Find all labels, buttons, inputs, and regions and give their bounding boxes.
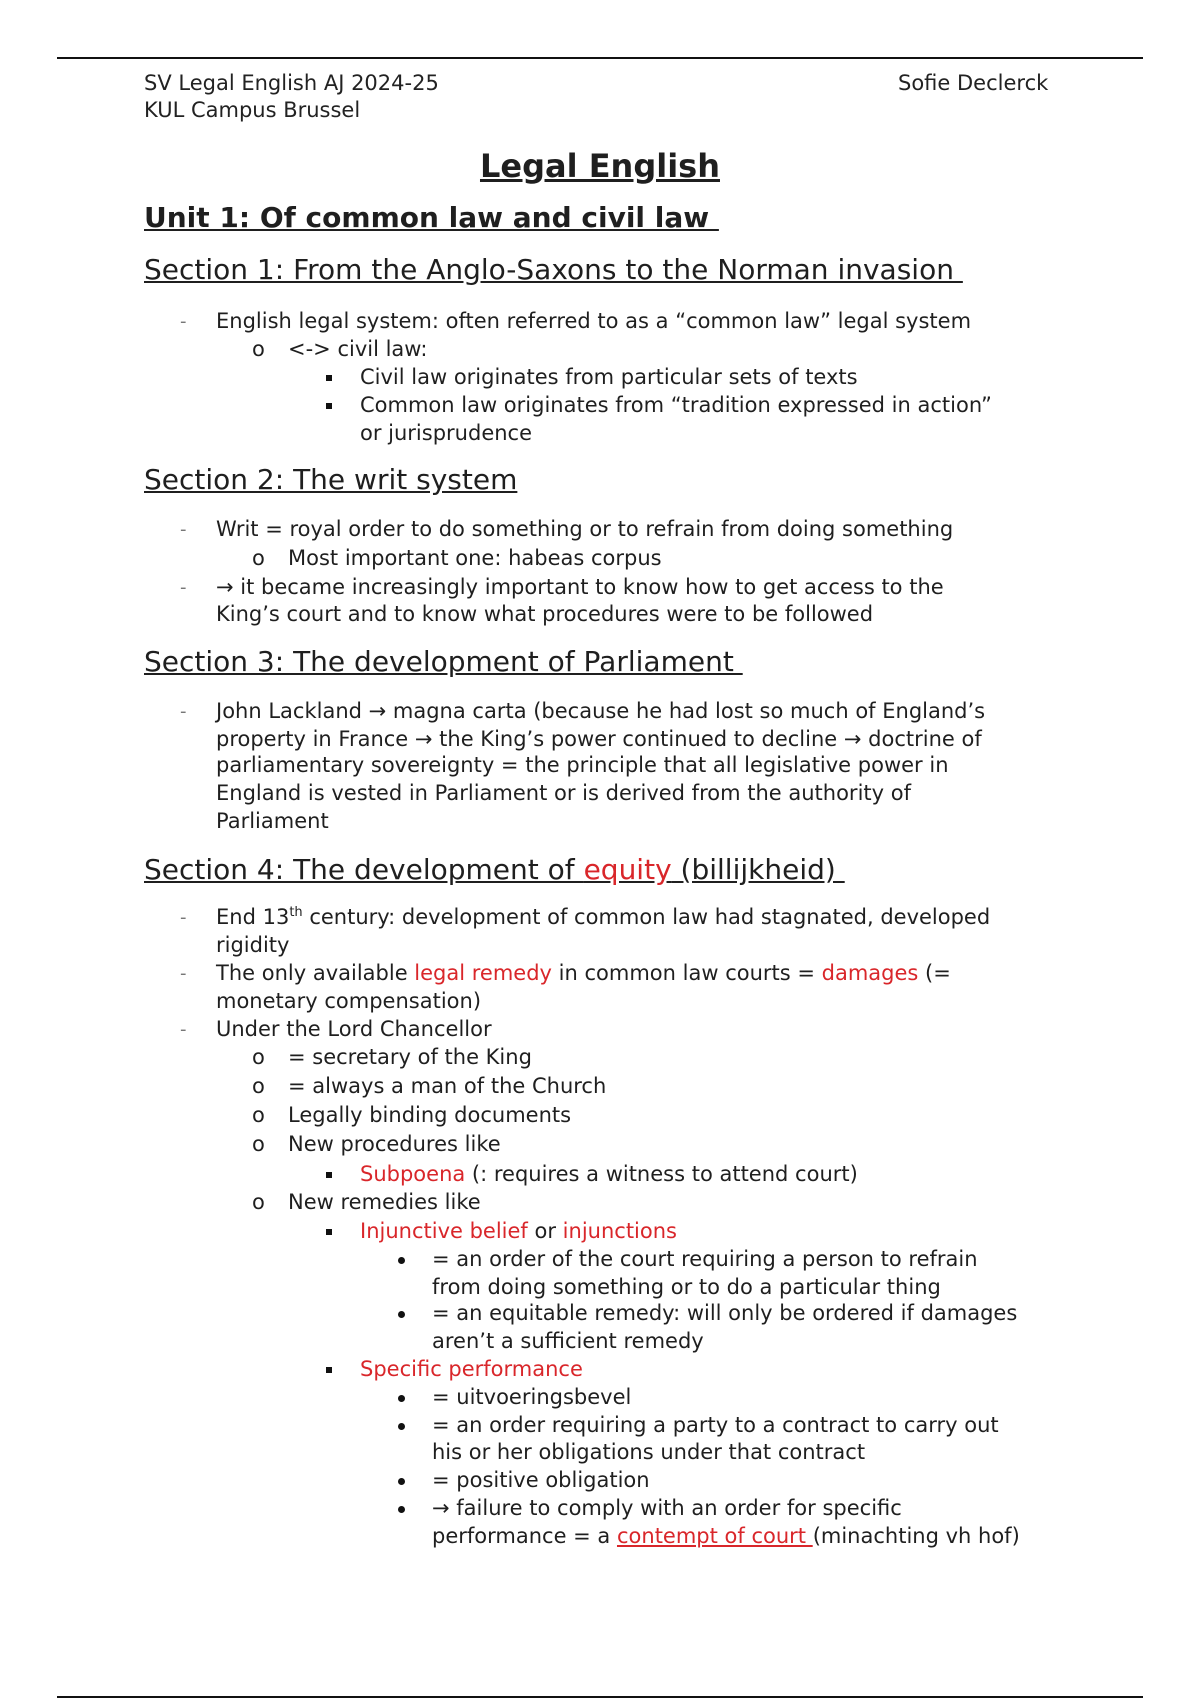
section-3-heading: Section 3: The development of Parliament (144, 645, 743, 678)
sp-def-2-line-1: = an order requiring a party to a contract to carry out (432, 1413, 999, 1437)
section-4-heading (144, 852, 845, 888)
circle-bullet: o (252, 1045, 265, 1069)
circle-bullet: o (252, 546, 265, 570)
s1-item-1: Civil law originates from particular sets of texts (360, 365, 858, 389)
s3-line-1: John Lackland → magna carta (because he had lost so much of England’s (216, 699, 986, 723)
square-bullet (326, 403, 332, 409)
term-injunctive-belief: Injunctive belief (360, 1219, 528, 1243)
circle-bullet: o (252, 1132, 265, 1156)
term-subpoena: Subpoena (360, 1162, 466, 1186)
injunction-def-2-line-1: = an equitable remedy: will only be ordered if damages (432, 1301, 1018, 1325)
s4-bullet-1-line-2: rigidity (216, 933, 290, 957)
dash-bullet: - (180, 1019, 187, 1040)
round-bullet (398, 1311, 405, 1318)
section-1-heading: Section 1: From the Anglo-Saxons to the Norman invasion (144, 253, 963, 286)
s1-item-2-line-1: Common law originates from “tradition expressed in action” (360, 393, 992, 417)
circle-bullet: o (252, 1074, 265, 1098)
s4-injunctions (360, 1218, 677, 1245)
top-rule (57, 57, 1143, 59)
section-2-heading: Section 2: The writ system (144, 463, 518, 496)
text: (: requires a witness to attend court) (465, 1162, 858, 1186)
term-contempt-of-court: contempt of court (616, 1524, 813, 1548)
term-specific-performance: Specific performance (360, 1357, 583, 1381)
dash-bullet: - (180, 907, 187, 928)
round-bullet (398, 1423, 405, 1430)
s3-line-2: property in France → the King’s power continued to decline → doctrine of (216, 727, 982, 751)
document-title: Legal English (479, 147, 720, 185)
text: (= (918, 961, 951, 985)
sp-def-4-line-2 (432, 1523, 1020, 1550)
campus-label: KUL Campus Brussel (144, 98, 361, 122)
heading-text: Section 4: The development of (144, 853, 584, 886)
heading-equity: equity (583, 853, 672, 886)
square-bullet (326, 1367, 332, 1373)
superscript: th (289, 905, 303, 920)
s4-bullet-1 (216, 904, 990, 931)
injunction-def-2-line-2: aren’t a sufficient remedy (432, 1329, 704, 1353)
round-bullet (398, 1506, 405, 1513)
bottom-rule (57, 1696, 1143, 1698)
sp-def-2-line-2: his or her obligations under that contract (432, 1440, 866, 1464)
s3-line-4: England is vested in Parliament or is derived from the authority of (216, 781, 911, 805)
circle-bullet: o (252, 1190, 265, 1214)
term-injunctions: injunctions (562, 1219, 677, 1243)
heading-text: (billijkheid) (671, 853, 845, 886)
round-bullet (398, 1395, 405, 1402)
dash-bullet: - (180, 311, 187, 332)
round-bullet (398, 1257, 405, 1264)
text: (minachting vh hof) (812, 1524, 1020, 1548)
course-label: SV Legal English AJ 2024-25 (144, 71, 439, 95)
s4-sub-e: New remedies like (288, 1190, 481, 1214)
dash-bullet: - (180, 519, 187, 540)
text: or (527, 1219, 563, 1243)
unit-title: Unit 1: Of common law and civil law (144, 201, 719, 234)
text: The only available (216, 961, 415, 985)
author-label: Sofie Declerck (898, 71, 1049, 95)
s1-bullet-1: English legal system: often referred to as a “common law” legal system (216, 309, 972, 333)
s4-bullet-3: Under the Lord Chancellor (216, 1017, 492, 1041)
s2-bullet-1: Writ = royal order to do something or to refrain from doing something (216, 517, 954, 541)
text: in common law courts = (552, 961, 822, 985)
term-damages: damages (821, 961, 919, 985)
term-legal-remedy: legal remedy (414, 961, 552, 985)
s1-item-2-line-2: or jurisprudence (360, 421, 533, 445)
sp-def-4-line-1: → failure to comply with an order for specific (432, 1496, 902, 1520)
s2-bullet-2-line-1: → it became increasingly important to know how to get access to the (216, 575, 944, 599)
round-bullet (398, 1478, 405, 1485)
injunction-def-1-line-2: from doing something or to do a particular thing (432, 1275, 941, 1299)
sp-def-3: = positive obligation (432, 1468, 650, 1492)
dash-bullet: - (180, 577, 187, 598)
circle-bullet: o (252, 337, 265, 361)
injunction-def-1-line-1: = an order of the court requiring a person to refrain (432, 1247, 978, 1271)
sp-def-1: = uitvoeringsbevel (432, 1385, 632, 1409)
s2-sub-1: Most important one: habeas corpus (288, 546, 662, 570)
s4-bullet-2 (216, 960, 951, 987)
s4-sub-d: New procedures like (288, 1132, 501, 1156)
dash-bullet: - (180, 963, 187, 984)
text: performance = a (432, 1524, 617, 1548)
s4-subpoena (360, 1161, 858, 1188)
s2-bullet-2-line-2: King’s court and to know what procedures were to be followed (216, 602, 874, 626)
s1-sub-1: <-> civil law: (288, 337, 428, 361)
circle-bullet: o (252, 1103, 265, 1127)
text: End 13 (216, 905, 290, 929)
text: century: development of common law had stagnated, developed (302, 905, 991, 929)
s4-bullet-2-line-2: monetary compensation) (216, 989, 482, 1013)
square-bullet (326, 1229, 332, 1235)
s4-sub-c: Legally binding documents (288, 1103, 572, 1127)
s4-sub-a: = secretary of the King (288, 1045, 532, 1069)
square-bullet (326, 1172, 332, 1178)
dash-bullet: - (180, 701, 187, 722)
s4-sub-b: = always a man of the Church (288, 1074, 607, 1098)
s3-line-3: parliamentary sovereignty = the principle that all legislative power in (216, 753, 949, 777)
s3-line-5: Parliament (216, 809, 329, 833)
square-bullet (326, 375, 332, 381)
